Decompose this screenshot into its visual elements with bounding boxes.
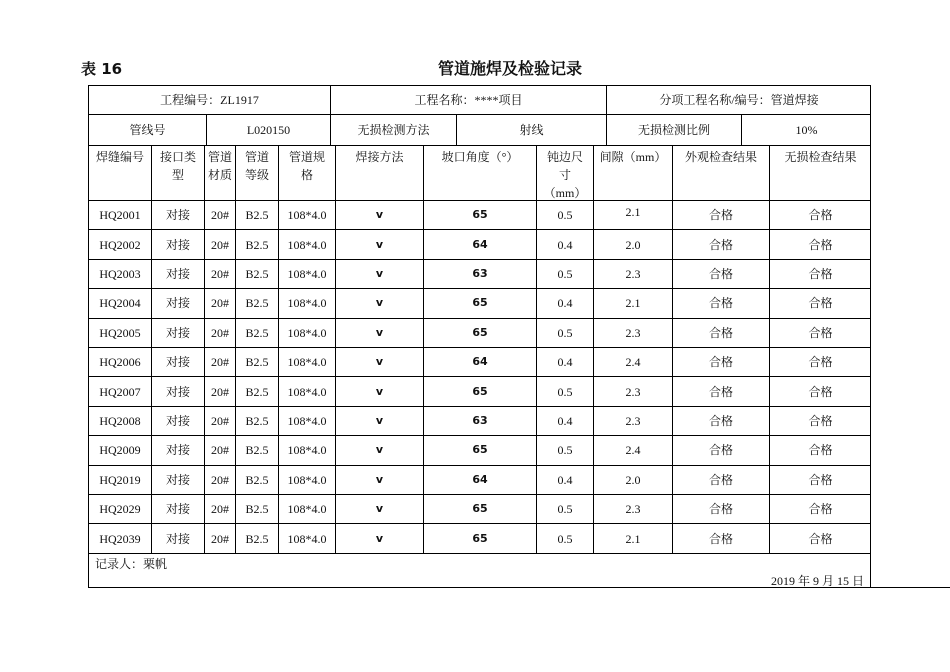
cell-groove-angle: 63 [424, 407, 537, 436]
cell-visual-result: 合格 [673, 348, 770, 377]
column-header-joint-type: 接口类 型 [152, 146, 205, 201]
cell-weld-method: v [336, 260, 424, 289]
cell-pipe-spec: 108*4.0 [279, 348, 336, 377]
cell-root-face: 0.4 [537, 407, 594, 436]
record-date: 2019 年 9 月 15 日 [770, 574, 864, 588]
cell-weld-no: HQ2019 [89, 466, 152, 495]
cell-groove-angle: 63 [424, 260, 537, 289]
cell-weld-no: HQ2001 [89, 201, 152, 230]
cell-pipe-material: 20# [205, 319, 236, 348]
ndt-ratio-value: 10% [742, 115, 871, 146]
cell-weld-method: v [336, 230, 424, 259]
cell-ndt-result: 合格 [770, 407, 871, 436]
cell-weld-no: HQ2039 [89, 524, 152, 553]
cell-joint-type: 对接 [152, 289, 205, 318]
cell-pipe-spec: 108*4.0 [279, 260, 336, 289]
column-header-ndt-result: 无损检查结果 [770, 146, 871, 201]
cell-pipe-material: 20# [205, 495, 236, 524]
cell-gap: 2.0 [594, 230, 673, 259]
cell-root-face: 0.5 [537, 436, 594, 465]
cell-pipe-grade: B2.5 [236, 348, 279, 377]
cell-groove-angle: 65 [424, 436, 537, 465]
cell-joint-type: 对接 [152, 524, 205, 553]
cell-weld-no: HQ2009 [89, 436, 152, 465]
cell-pipe-spec: 108*4.0 [279, 466, 336, 495]
cell-pipe-spec: 108*4.0 [279, 319, 336, 348]
cell-weld-no: HQ2002 [89, 230, 152, 259]
cell-weld-no: HQ2008 [89, 407, 152, 436]
cell-weld-method: v [336, 524, 424, 553]
cell-pipe-grade: B2.5 [236, 466, 279, 495]
cell-ndt-result: 合格 [770, 289, 871, 318]
cell-pipe-grade: B2.5 [236, 377, 279, 406]
cell-groove-angle: 65 [424, 377, 537, 406]
cell-root-face: 0.5 [537, 377, 594, 406]
cell-groove-angle: 64 [424, 230, 537, 259]
cell-pipe-spec: 108*4.0 [279, 524, 336, 553]
column-header-pipe-grade: 管道 等级 [236, 146, 279, 201]
cell-weld-method: v [336, 436, 424, 465]
cell-groove-angle: 64 [424, 466, 537, 495]
line-no-value: L020150 [207, 115, 331, 146]
cell-pipe-material: 20# [205, 201, 236, 230]
cell-gap: 2.3 [594, 407, 673, 436]
cell-joint-type: 对接 [152, 377, 205, 406]
cell-joint-type: 对接 [152, 407, 205, 436]
cell-groove-angle: 65 [424, 201, 537, 230]
cell-weld-method: v [336, 289, 424, 318]
cell-gap: 2.3 [594, 495, 673, 524]
cell-root-face: 0.4 [537, 466, 594, 495]
column-header-visual-result: 外观检查结果 [673, 146, 770, 201]
cell-ndt-result: 合格 [770, 377, 871, 406]
cell-visual-result: 合格 [673, 524, 770, 553]
cell-pipe-material: 20# [205, 230, 236, 259]
cell-gap: 2.3 [594, 319, 673, 348]
cell-pipe-spec: 108*4.0 [279, 495, 336, 524]
cell-visual-result: 合格 [673, 377, 770, 406]
cell-pipe-material: 20# [205, 466, 236, 495]
ndt-method-label: 无损检测方法 [331, 115, 457, 146]
cell-root-face: 0.4 [537, 230, 594, 259]
cell-visual-result: 合格 [673, 407, 770, 436]
cell-pipe-grade: B2.5 [236, 407, 279, 436]
cell-gap: 2.3 [594, 260, 673, 289]
column-header-root-face: 钝边尺 寸 （mm） [537, 146, 594, 201]
cell-pipe-grade: B2.5 [236, 495, 279, 524]
column-header-weld-no: 焊缝编号 [89, 146, 152, 201]
cell-joint-type: 对接 [152, 260, 205, 289]
column-header-gap: 间隙（mm） [594, 146, 673, 201]
cell-gap: 2.3 [594, 377, 673, 406]
cell-pipe-material: 20# [205, 436, 236, 465]
cell-pipe-spec: 108*4.0 [279, 436, 336, 465]
cell-root-face: 0.5 [537, 201, 594, 230]
cell-joint-type: 对接 [152, 201, 205, 230]
cell-gap: 2.1 [594, 289, 673, 318]
cell-ndt-result: 合格 [770, 260, 871, 289]
cell-pipe-spec: 108*4.0 [279, 377, 336, 406]
cell-weld-method: v [336, 348, 424, 377]
cell-joint-type: 对接 [152, 230, 205, 259]
cell-gap: 2.0 [594, 466, 673, 495]
cell-root-face: 0.5 [537, 260, 594, 289]
cell-pipe-grade: B2.5 [236, 289, 279, 318]
project-name-cell: 工程名称：****项目 [331, 86, 607, 115]
cell-groove-angle: 65 [424, 319, 537, 348]
cell-weld-no: HQ2003 [89, 260, 152, 289]
cell-visual-result: 合格 [673, 495, 770, 524]
cell-visual-result: 合格 [673, 466, 770, 495]
recorder-note: 记录人：栗帆 [95, 557, 168, 571]
cell-ndt-result: 合格 [770, 201, 871, 230]
cell-groove-angle: 65 [424, 524, 537, 553]
cell-visual-result: 合格 [673, 289, 770, 318]
cell-pipe-spec: 108*4.0 [279, 201, 336, 230]
cell-joint-type: 对接 [152, 495, 205, 524]
cell-root-face: 0.4 [537, 348, 594, 377]
cell-visual-result: 合格 [673, 319, 770, 348]
cell-joint-type: 对接 [152, 466, 205, 495]
cell-visual-result: 合格 [673, 201, 770, 230]
cell-pipe-material: 20# [205, 348, 236, 377]
column-header-weld-method: 焊接方法 [336, 146, 424, 201]
cell-weld-method: v [336, 319, 424, 348]
cell-pipe-grade: B2.5 [236, 230, 279, 259]
cell-weld-method: v [336, 466, 424, 495]
cell-pipe-material: 20# [205, 407, 236, 436]
cell-pipe-grade: B2.5 [236, 201, 279, 230]
cell-pipe-grade: B2.5 [236, 436, 279, 465]
cell-pipe-material: 20# [205, 377, 236, 406]
cell-weld-method: v [336, 407, 424, 436]
cell-gap: 2.4 [594, 348, 673, 377]
cell-pipe-material: 20# [205, 260, 236, 289]
cell-pipe-spec: 108*4.0 [279, 289, 336, 318]
column-header-pipe-material: 管道 材质 [205, 146, 236, 201]
cell-gap: 2.1 [594, 524, 673, 553]
record-table [88, 85, 871, 588]
cell-weld-no: HQ2005 [89, 319, 152, 348]
cell-ndt-result: 合格 [770, 436, 871, 465]
cell-ndt-result: 合格 [770, 348, 871, 377]
sub-project-cell: 分项工程名称/编号：管道焊接 [607, 86, 871, 115]
cell-gap: 2.4 [594, 436, 673, 465]
document-title: 管道施焊及检验记录 [437, 59, 582, 78]
cell-pipe-spec: 108*4.0 [279, 407, 336, 436]
cell-visual-result: 合格 [673, 260, 770, 289]
cell-ndt-result: 合格 [770, 230, 871, 259]
column-header-pipe-spec: 管道规 格 [279, 146, 336, 201]
cell-weld-method: v [336, 377, 424, 406]
cell-visual-result: 合格 [673, 230, 770, 259]
cell-root-face: 0.4 [537, 289, 594, 318]
ndt-method-value: 射线 [457, 115, 607, 146]
ndt-ratio-label: 无损检测比例 [607, 115, 742, 146]
column-header-groove-angle: 坡口角度（°） [424, 146, 537, 201]
cell-gap: 2.1 [594, 201, 673, 230]
divider-line [870, 587, 950, 588]
cell-root-face: 0.5 [537, 495, 594, 524]
cell-ndt-result: 合格 [770, 524, 871, 553]
cell-weld-no: HQ2029 [89, 495, 152, 524]
cell-pipe-grade: B2.5 [236, 524, 279, 553]
cell-pipe-material: 20# [205, 524, 236, 553]
table-number: 表 16 [81, 60, 123, 78]
cell-joint-type: 对接 [152, 319, 205, 348]
cell-joint-type: 对接 [152, 436, 205, 465]
cell-pipe-grade: B2.5 [236, 260, 279, 289]
cell-ndt-result: 合格 [770, 495, 871, 524]
cell-weld-method: v [336, 201, 424, 230]
cell-groove-angle: 65 [424, 495, 537, 524]
cell-visual-result: 合格 [673, 436, 770, 465]
cell-groove-angle: 64 [424, 348, 537, 377]
cell-weld-no: HQ2007 [89, 377, 152, 406]
cell-weld-no: HQ2006 [89, 348, 152, 377]
cell-ndt-result: 合格 [770, 319, 871, 348]
cell-pipe-spec: 108*4.0 [279, 230, 336, 259]
cell-weld-no: HQ2004 [89, 289, 152, 318]
cell-root-face: 0.5 [537, 524, 594, 553]
line-no-label: 管线号 [89, 115, 207, 146]
cell-weld-method: v [336, 495, 424, 524]
cell-groove-angle: 65 [424, 289, 537, 318]
cell-root-face: 0.5 [537, 319, 594, 348]
cell-pipe-grade: B2.5 [236, 319, 279, 348]
cell-ndt-result: 合格 [770, 466, 871, 495]
cell-pipe-material: 20# [205, 289, 236, 318]
project-no-cell: 工程编号：ZL1917 [89, 86, 331, 115]
cell-joint-type: 对接 [152, 348, 205, 377]
